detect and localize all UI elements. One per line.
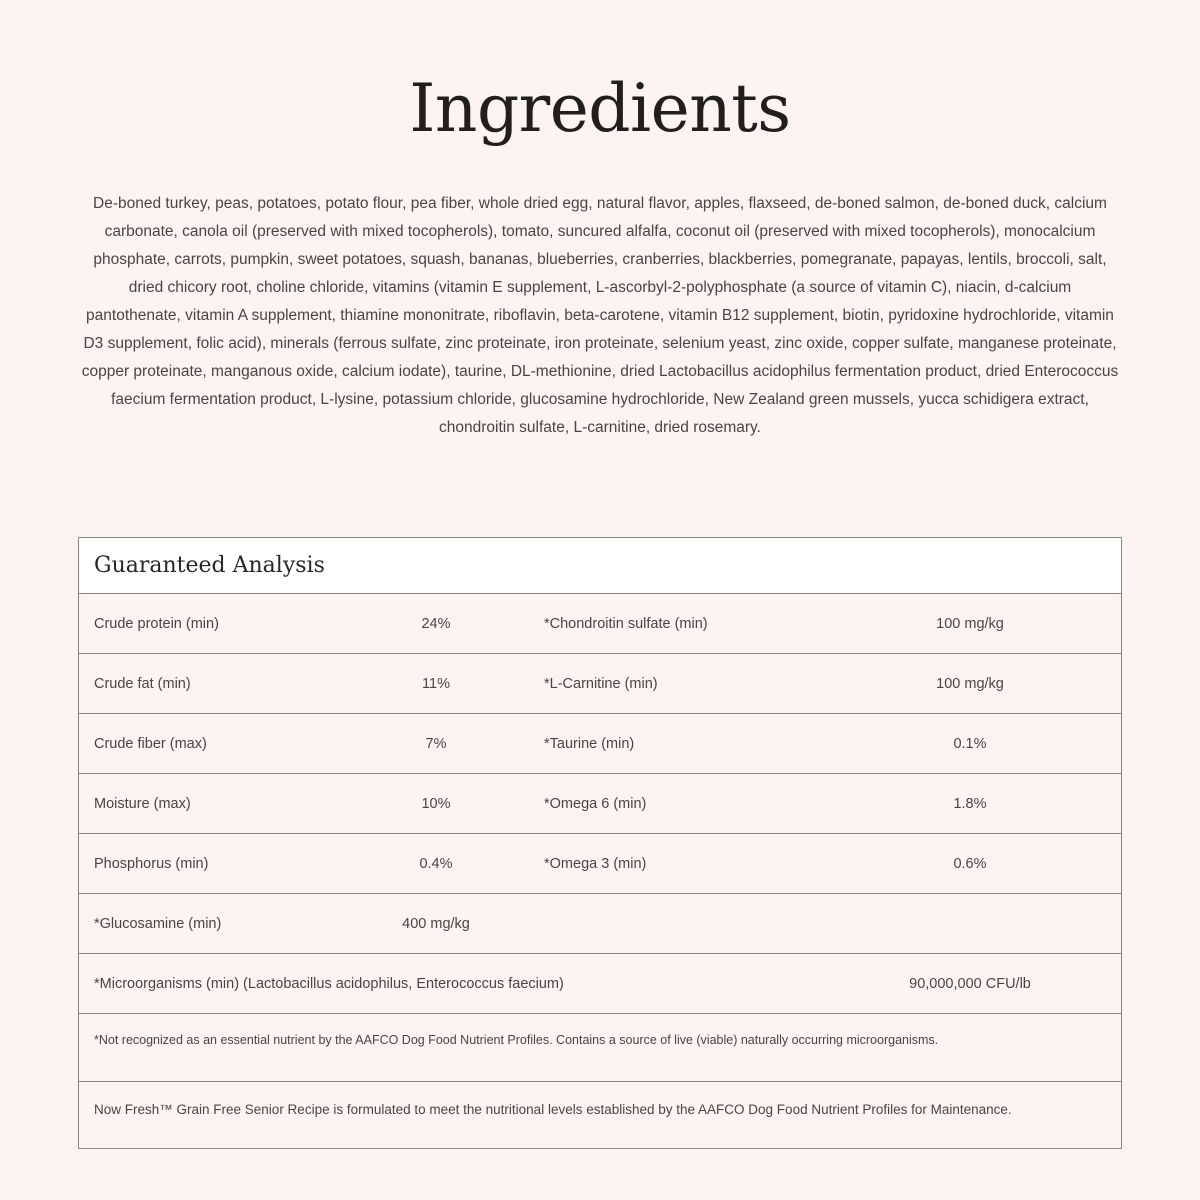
nutrient-value: 10%	[421, 795, 451, 812]
nutrient-value: 100 mg/kg	[936, 675, 1004, 692]
nutrient-value: 100 mg/kg	[936, 615, 1004, 632]
table-row	[79, 834, 1121, 894]
nutrient-label: *Omega 6 (min)	[544, 795, 647, 812]
analysis-heading: Guaranteed Analysis	[79, 538, 1121, 594]
microorganisms-row	[79, 954, 1121, 1014]
table-row	[79, 894, 1121, 954]
nutrient-value: 400 mg/kg	[402, 915, 470, 932]
nutrient-value: 0.4%	[419, 855, 453, 872]
page-title: Ingredients	[409, 70, 791, 147]
nutrient-label: *Omega 3 (min)	[544, 855, 647, 872]
table-row	[79, 714, 1121, 774]
nutrient-label: Crude protein (min)	[94, 615, 219, 632]
nutrient-label: *Microorganisms (min) (Lactobacillus acidophilus, Enterococcus faecium)	[94, 975, 564, 992]
table-row	[79, 654, 1121, 714]
footnote: *Not recognized as an essential nutrient by the AAFCO Dog Food Nutrient Profiles. Contains a source of live (viable) naturally occurring microorganisms.	[79, 1014, 1121, 1082]
nutrient-value: 0.1%	[953, 735, 987, 752]
table-row	[79, 774, 1121, 834]
nutrient-label: *L-Carnitine (min)	[544, 675, 658, 692]
guaranteed-analysis-table	[78, 537, 1122, 1149]
nutrient-label: *Taurine (min)	[544, 735, 635, 752]
nutrient-label: Crude fat (min)	[94, 675, 191, 692]
nutrient-label: Crude fiber (max)	[94, 735, 207, 752]
table-row	[79, 594, 1121, 654]
aafco-statement: Now Fresh™ Grain Free Senior Recipe is formulated to meet the nutritional levels established by the AAFCO Dog Food Nutrient Profiles for Maintenance.	[94, 1102, 1012, 1117]
nutrient-label: *Glucosamine (min)	[94, 915, 222, 932]
nutrient-label: *Chondroitin sulfate (min)	[544, 615, 708, 632]
nutrient-value: 0.6%	[953, 855, 987, 872]
nutrient-label: Moisture (max)	[94, 795, 191, 812]
nutrient-label: Phosphorus (min)	[94, 855, 209, 872]
nutrient-value: 1.8%	[953, 795, 987, 812]
nutrient-value: 11%	[422, 675, 450, 692]
ingredients-text: De-boned turkey, peas, potatoes, potato flour, pea fiber, whole dried egg, natural flavor, apples, flaxseed, de-boned salmon, de-boned duck, calcium carbonate, canola oil (preserved with mixed tocopherols), tomato, suncured alfalfa, coconut oil (preserved with mixed tocopherols), monocalcium phosphate, carrots, pumpkin, sweet potatoes, squash, bananas, blueberries, cranberries, blackberries, pomegranate, papayas, lentils, broccoli, salt, dried chicory root, choline chloride, vitamins (vitamin E supplement, L-ascorbyl-2-polyphosphate (a source of vitamin C), niacin, d-calcium pantothenate, vitamin A supplement, thiamine mononitrate, riboflavin, beta-carotene, vitamin B12 supplement, biotin, pyridoxine hydrochloride, vitamin D3 supplement, folic acid), minerals (ferrous sulfate, zinc proteinate, iron proteinate, selenium yeast, zinc oxide, copper sulfate, manganese proteinate, copper proteinate, manganous oxide, calcium iodate), taurine, DL-methionine, dried Lactobacillus acidophilus fermentation product, dried Enterococcus faecium fermentation product, L-lysine, potassium chloride, glucosamine hydrochloride, New Zealand green mussels, yucca schidigera extract, chondroitin sulfate, L-carnitine, dried rosemary.	[81, 195, 1119, 436]
nutrient-value: 7%	[425, 735, 447, 752]
nutrient-value: 90,000,000 CFU/lb	[909, 975, 1031, 992]
nutrient-value: 24%	[421, 615, 451, 632]
